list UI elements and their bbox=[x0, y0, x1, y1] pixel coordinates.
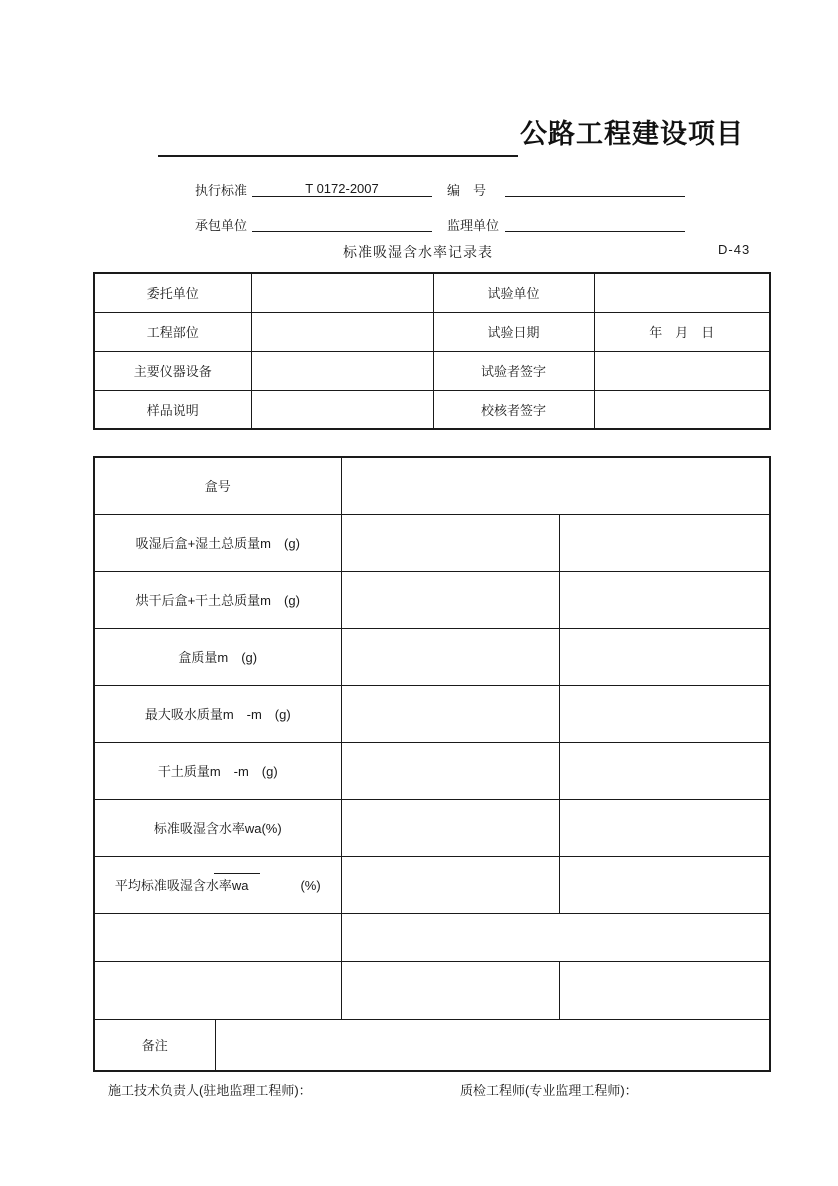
input-cell[interactable] bbox=[341, 799, 559, 856]
input-cell[interactable] bbox=[341, 961, 559, 1019]
row-label: 标准吸湿含水率wa(%) bbox=[94, 799, 341, 856]
page-title: 公路工程建设项目 bbox=[520, 119, 744, 149]
input-cell[interactable] bbox=[341, 571, 559, 628]
row-label: 吸湿后盒+湿土总质量m (g) bbox=[94, 514, 341, 571]
row-label-average bbox=[94, 856, 341, 913]
input-cell[interactable] bbox=[251, 390, 433, 429]
info-label: 主要仪器设备 bbox=[94, 351, 251, 390]
contractor-label: 承包单位 bbox=[195, 218, 248, 233]
blank-label-cell[interactable] bbox=[94, 961, 341, 1019]
table-row bbox=[94, 799, 770, 856]
row-label: 盒质量m (g) bbox=[94, 628, 341, 685]
exec-standard-field[interactable] bbox=[252, 174, 432, 197]
footer-left-signature: 施工技术负责人(驻地监理工程师)： bbox=[108, 1083, 312, 1098]
table-row bbox=[94, 742, 770, 799]
project-name-blank-line[interactable] bbox=[158, 133, 518, 157]
exec-standard-value: T 0172-2007 bbox=[305, 181, 379, 196]
remark-label: 备注 bbox=[94, 1019, 215, 1071]
row-label: 干土质量m -m (g) bbox=[94, 742, 341, 799]
overbar-gap bbox=[248, 881, 300, 894]
table-row bbox=[94, 628, 770, 685]
input-cell[interactable] bbox=[594, 351, 770, 390]
table-row bbox=[94, 457, 770, 514]
input-cell[interactable] bbox=[341, 514, 559, 571]
table-row bbox=[94, 1019, 770, 1071]
input-cell[interactable] bbox=[341, 628, 559, 685]
input-cell[interactable] bbox=[341, 457, 770, 514]
input-cell[interactable] bbox=[559, 571, 770, 628]
supervisor-field[interactable] bbox=[505, 209, 685, 232]
overbar bbox=[214, 873, 260, 874]
data-table bbox=[93, 456, 771, 1072]
blank-label-cell[interactable] bbox=[94, 913, 341, 961]
info-label: 试验单位 bbox=[433, 273, 594, 312]
row-label: 最大吸水质量m -m (g) bbox=[94, 685, 341, 742]
input-cell[interactable] bbox=[341, 742, 559, 799]
table-row bbox=[94, 856, 770, 913]
row-label: 盒号 bbox=[94, 457, 341, 514]
input-cell[interactable] bbox=[594, 390, 770, 429]
input-cell[interactable] bbox=[559, 961, 770, 1019]
footer-right-signature: 质检工程师(专业监理工程师)： bbox=[460, 1083, 638, 1098]
input-cell[interactable] bbox=[341, 685, 559, 742]
form-code: D-43 bbox=[718, 242, 751, 257]
input-cell[interactable] bbox=[251, 273, 433, 312]
number-field[interactable] bbox=[505, 174, 685, 197]
table-row bbox=[94, 685, 770, 742]
info-label: 试验日期 bbox=[433, 312, 594, 351]
row-label: 烘干后盒+干土总质量m (g) bbox=[94, 571, 341, 628]
exec-standard-label: 执行标准 bbox=[195, 183, 248, 198]
info-label: 校核者签字 bbox=[433, 390, 594, 429]
table-row bbox=[94, 514, 770, 571]
input-cell[interactable] bbox=[251, 351, 433, 390]
info-label: 工程部位 bbox=[94, 312, 251, 351]
avg-label-suffix: (%) bbox=[300, 878, 321, 893]
contractor-field[interactable] bbox=[252, 209, 432, 232]
info-label: 样品说明 bbox=[94, 390, 251, 429]
table-row bbox=[94, 390, 770, 429]
input-cell[interactable] bbox=[341, 913, 770, 961]
table-row bbox=[94, 351, 770, 390]
input-cell[interactable] bbox=[559, 514, 770, 571]
input-cell[interactable] bbox=[559, 856, 770, 913]
remark-input-cell[interactable] bbox=[215, 1019, 770, 1071]
date-cell[interactable]: 年 月 日 bbox=[594, 312, 770, 351]
supervisor-label: 监理单位 bbox=[447, 218, 500, 233]
table-row bbox=[94, 312, 770, 351]
input-cell[interactable] bbox=[559, 685, 770, 742]
form-subtitle: 标准吸湿含水率记录表 bbox=[343, 244, 493, 260]
table-row bbox=[94, 961, 770, 1019]
input-cell[interactable] bbox=[559, 742, 770, 799]
info-label: 试验者签字 bbox=[433, 351, 594, 390]
input-cell[interactable] bbox=[251, 312, 433, 351]
info-table bbox=[93, 272, 771, 430]
table-row bbox=[94, 273, 770, 312]
number-label: 编 号 bbox=[447, 183, 487, 198]
input-cell[interactable] bbox=[594, 273, 770, 312]
input-cell[interactable] bbox=[341, 856, 559, 913]
input-cell[interactable] bbox=[559, 799, 770, 856]
info-label: 委托单位 bbox=[94, 273, 251, 312]
table-row bbox=[94, 913, 770, 961]
input-cell[interactable] bbox=[559, 628, 770, 685]
avg-label-main: 平均标准吸湿含水率wa bbox=[114, 878, 249, 893]
table-row bbox=[94, 571, 770, 628]
